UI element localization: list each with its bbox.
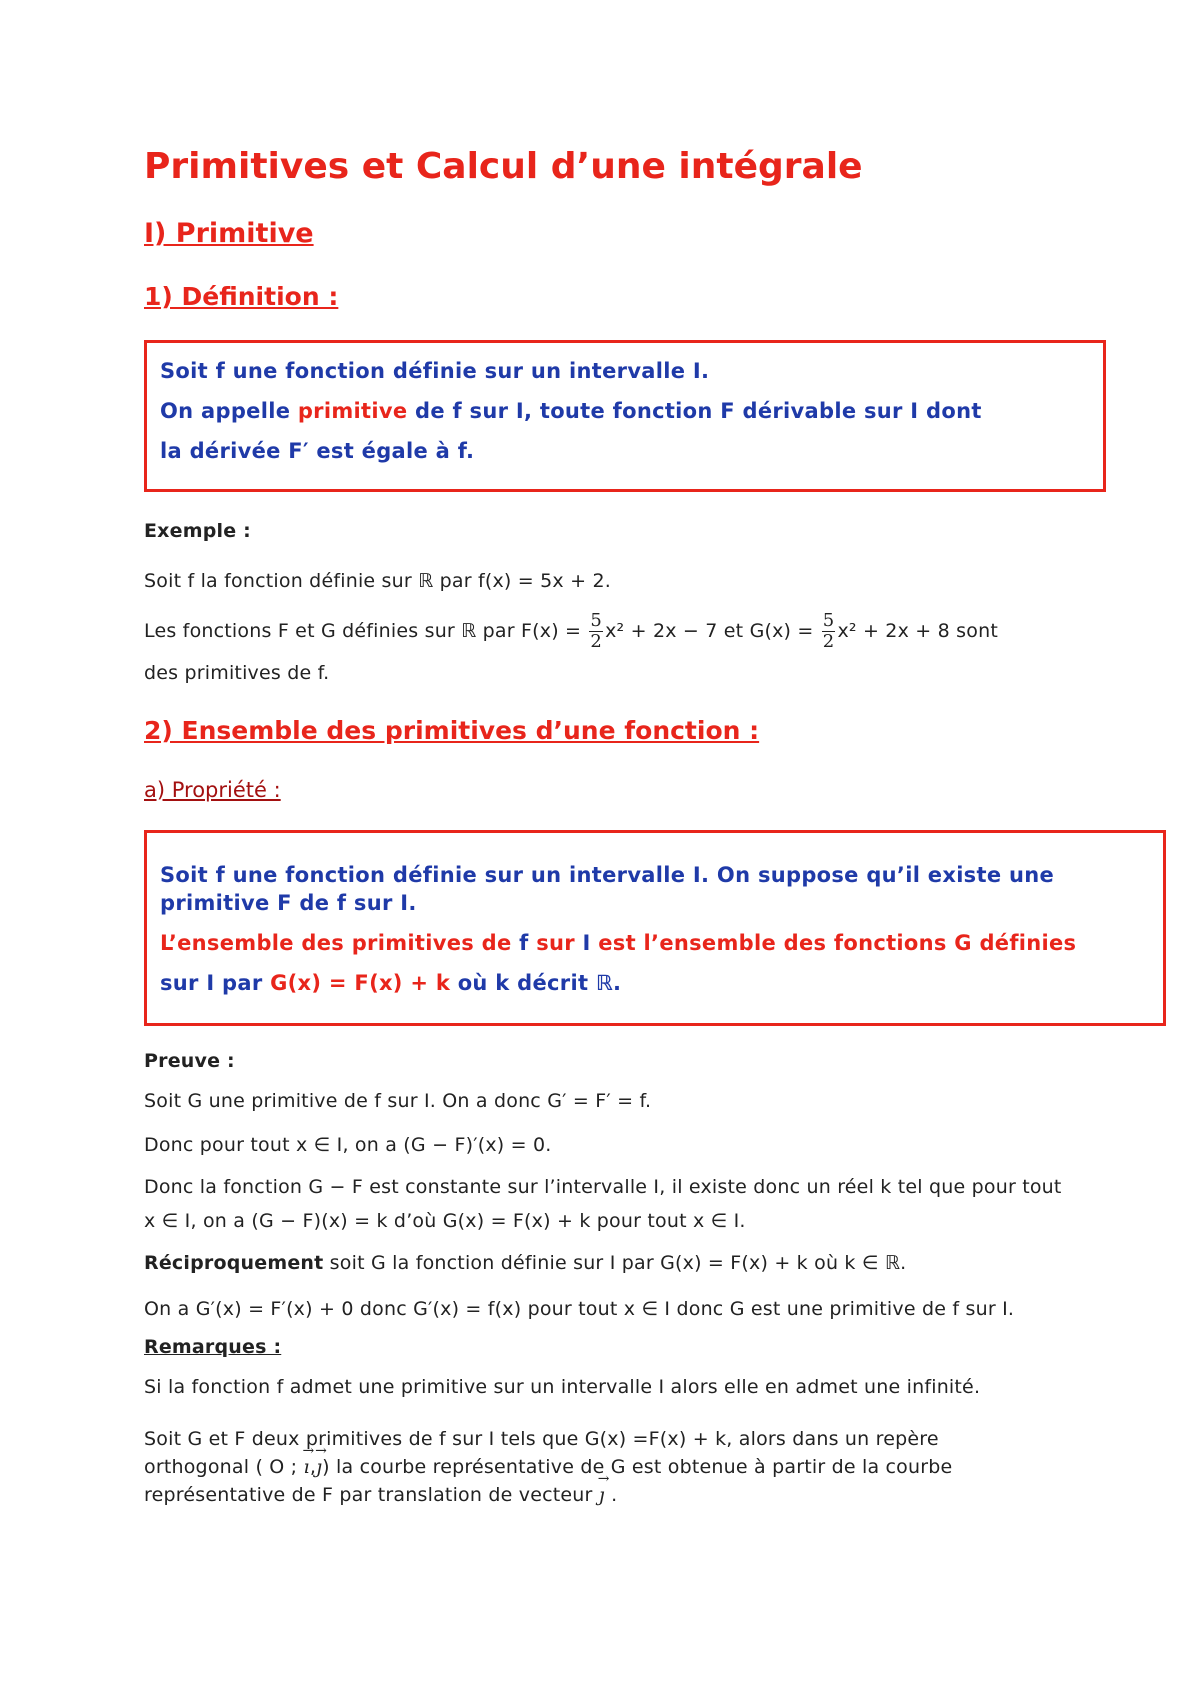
proof-line-4: x ∈ I, on a (G − F)(x) = k d’où G(x) = F(x) + k pour tout x ∈ I. <box>144 1210 746 1232</box>
remark-2-line-1: Soit G et F deux primitives de f sur I tels que G(x) =F(x) + k, alors dans un repère <box>144 1428 939 1450</box>
proof-line-5-rest: soit G la fonction définie sur I par G(x) = F(x) + k où k ∈ ℝ. <box>323 1252 907 1274</box>
proof-line-3: Donc la fonction G − F est constante sur l’intervalle I, il existe donc un réel k tel que pour tout <box>144 1176 1062 1198</box>
property-line-2: primitive F de f sur I. <box>160 891 417 915</box>
example-line-2b: x² + 2x − 7 et G(x) = <box>605 620 820 642</box>
page-title: Primitives et Calcul d’une intégrale <box>144 146 863 187</box>
fraction-numerator: 5 <box>590 610 603 631</box>
property-line-4a: sur I par <box>160 971 271 995</box>
remark-2-line-3b: . <box>604 1484 618 1506</box>
definition-box <box>144 340 1106 492</box>
definition-line-3: la dérivée F′ est égale à f. <box>160 439 475 463</box>
remark-2-line-3a: représentative de F par translation de vecteur <box>144 1484 599 1506</box>
property-line-3 <box>160 931 1076 955</box>
vector-j-translation: → ȷ <box>599 1484 605 1506</box>
definition-line-2 <box>160 399 982 423</box>
property-line-4c: où k décrit ℝ. <box>450 971 622 995</box>
vector-j: → ȷ <box>316 1456 322 1478</box>
remark-2-line-2 <box>144 1456 952 1478</box>
property-line-1: Soit f une fonction définie sur un intervalle I. On suppose qu’il existe une <box>160 863 1055 887</box>
property-line-3a: L’ensemble des primitives de <box>160 931 520 955</box>
property-line-3c: sur <box>528 931 583 955</box>
reciprocal-keyword: Réciproquement <box>144 1252 324 1274</box>
proof-line-5 <box>144 1252 906 1274</box>
property-f: f <box>519 931 529 955</box>
vector-comma: , <box>309 1456 317 1478</box>
remark-1: Si la fonction f admet une primitive sur un intervalle I alors elle en admet une infinité. <box>144 1376 981 1398</box>
property-i: I <box>582 931 591 955</box>
proof-line-2: Donc pour tout x ∈ I, on a (G − F)′(x) = 0. <box>144 1134 552 1156</box>
proof-label: Preuve : <box>144 1050 235 1072</box>
fraction-numerator: 5 <box>822 610 835 631</box>
remarks-label: Remarques : <box>144 1336 282 1358</box>
proof-line-6: On a G′(x) = F′(x) + 0 donc G′(x) = f(x) pour tout x ∈ I donc G est une primitive de f sur I. <box>144 1298 1015 1320</box>
property-box <box>144 830 1166 1026</box>
remark-2-line-2b: ) la courbe représentative de G est obtenue à partir de la courbe <box>322 1456 953 1478</box>
definition-line-1: Soit f une fonction définie sur un intervalle I. <box>160 359 710 383</box>
subsection-heading-definition: 1) Définition : <box>144 282 339 311</box>
property-line-3e: est l’ensemble des fonctions G définies <box>590 931 1077 955</box>
example-line-3: des primitives de f. <box>144 662 330 684</box>
remark-2-line-3 <box>144 1484 617 1506</box>
vector-i: → ı <box>304 1456 310 1478</box>
fraction-five-halves-1 <box>589 611 603 652</box>
example-label: Exemple : <box>144 520 251 542</box>
subsection-heading-ensemble: 2) Ensemble des primitives d’une fonction : <box>144 716 760 745</box>
example-line-1: Soit f la fonction définie sur ℝ par f(x) = 5x + 2. <box>144 570 611 592</box>
definition-line-2a: On appelle <box>160 399 298 423</box>
definition-line-2c: de f sur I, toute fonction F dérivable sur I dont <box>407 399 982 423</box>
proof-line-1: Soit G une primitive de f sur I. On a donc G′ = F′ = f. <box>144 1090 652 1112</box>
fraction-five-halves-2 <box>822 611 836 652</box>
example-line-2a: Les fonctions F et G définies sur ℝ par F(x) = <box>144 620 588 642</box>
property-formula: G(x) = F(x) + k <box>270 971 451 995</box>
example-line-2 <box>144 610 998 652</box>
property-line-4 <box>160 971 621 995</box>
fraction-denominator: 2 <box>822 631 835 652</box>
remark-2-line-2a: orthogonal ( O ; <box>144 1456 304 1478</box>
example-line-2c: x² + 2x + 8 sont <box>837 620 998 642</box>
fraction-denominator: 2 <box>590 631 603 652</box>
section-heading-primitive: I) Primitive <box>144 218 314 249</box>
primitive-keyword: primitive <box>297 399 408 423</box>
property-heading: a) Propriété : <box>144 778 281 802</box>
